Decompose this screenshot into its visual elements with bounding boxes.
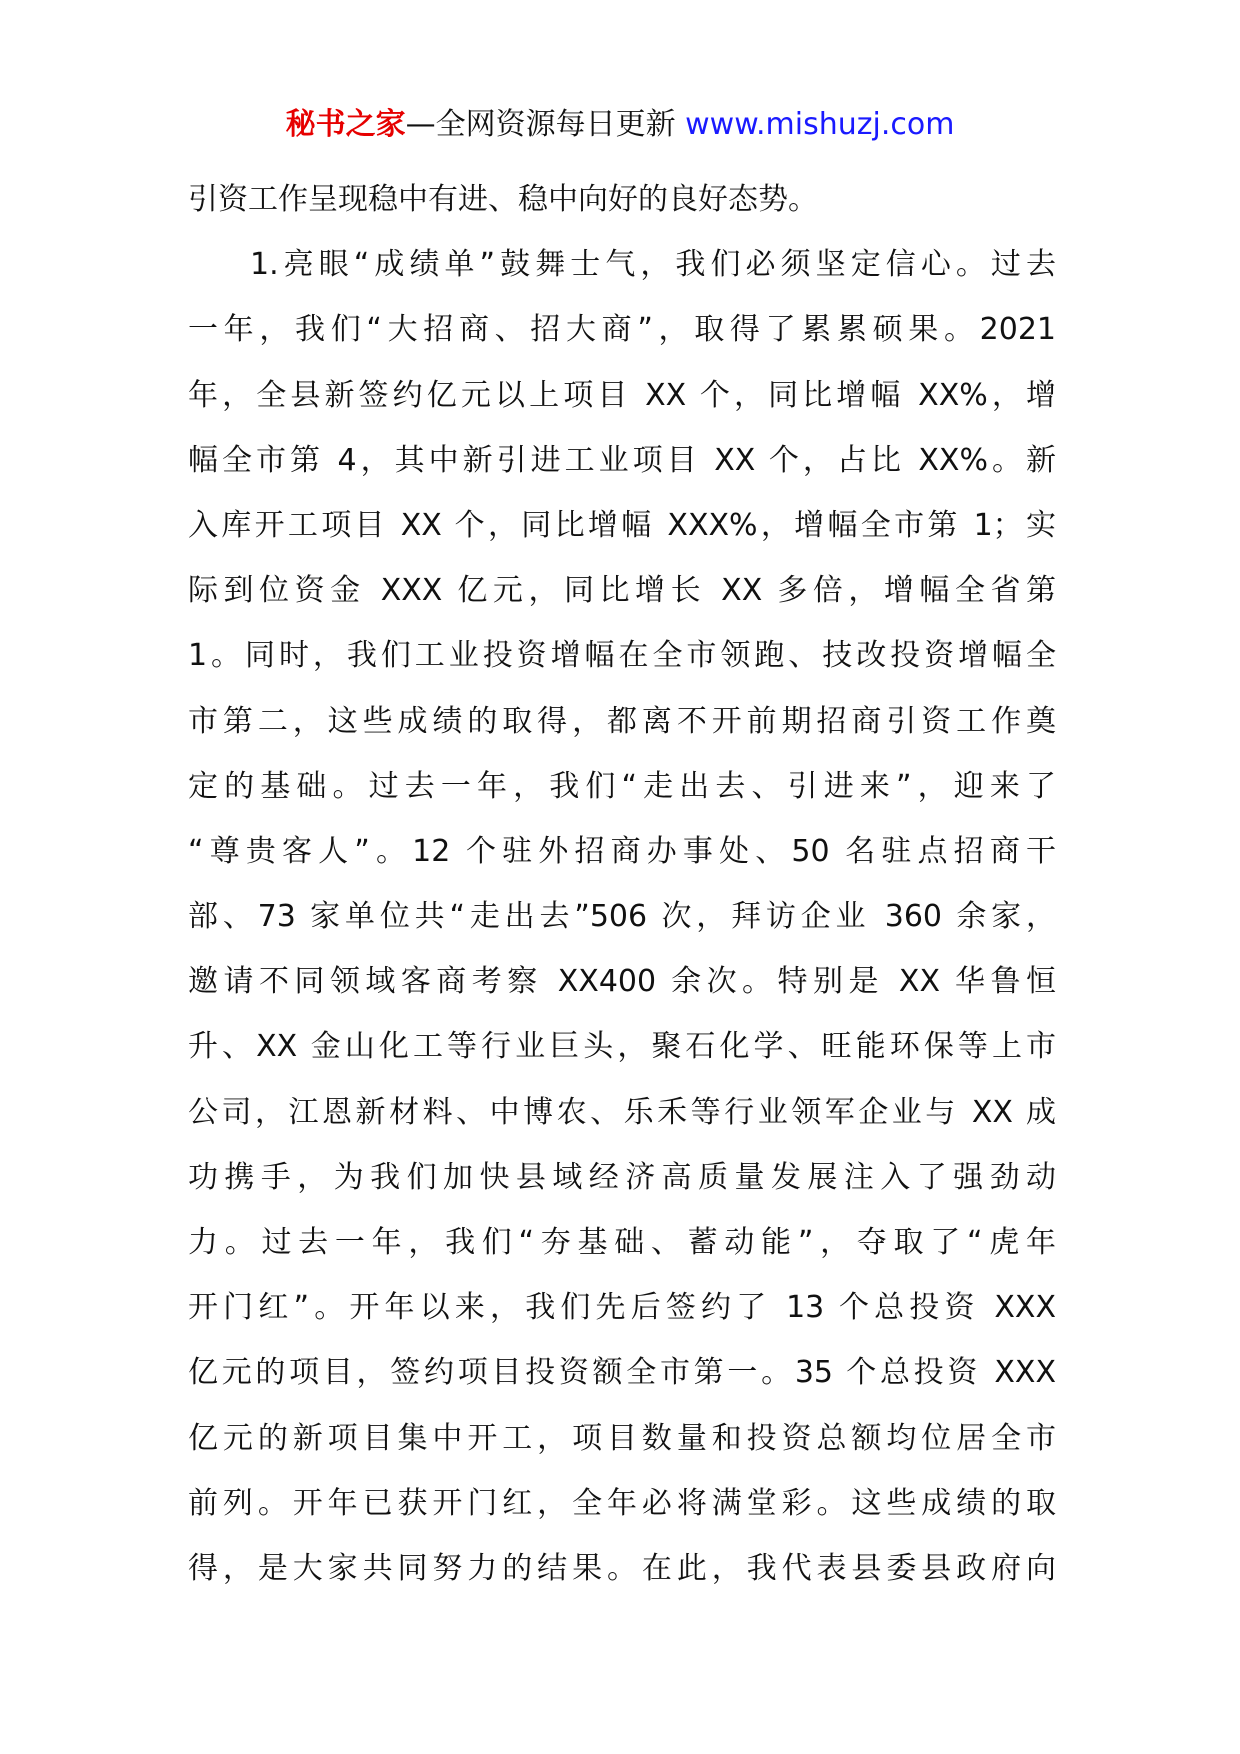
page-header [0,100,1240,150]
text-line: 得，是大家共同努力的结果。在此，我代表县委县政府向 [188,1550,1056,1586]
text-line: 际到位资金 XXX 亿元，同比增长 XX 多倍，增幅全省第 [188,573,1056,609]
text-line: 邀请不同领域客商考察 XX400 余次。特别是 XX 华鲁恒 [188,964,1056,1000]
text-line: 1。同时，我们工业投资增幅在全市领跑、技改投资增幅全 [188,638,1056,674]
brand-name: 秘书之家 [285,107,406,142]
header-tagline: —全网资源每日更新 [405,107,676,142]
text-line: 力。过去一年，我们“夯基础、蓄动能”，夺取了“虎年 [188,1225,1056,1260]
text-line: 亿元的新项目集中开工，项目数量和投资总额均位居全市 [188,1420,1056,1456]
text-line: 幅全市第 4，其中新引进工业项目 XX 个，占比 XX%。新 [188,442,1056,478]
site-url-link[interactable]: www.mishuzj.com [685,107,955,142]
document-body [188,167,1056,1601]
text-line: 引资工作呈现稳中有进、稳中向好的良好态势。 [188,182,818,217]
text-line: 开门红”。开年以来，我们先后签约了 13 个总投资 XXX [188,1290,1056,1326]
text-line: 功携手，为我们加快县域经济高质量发展注入了强劲动 [188,1159,1056,1195]
text-line: 公司，江恩新材料、中博农、乐禾等行业领军企业与 XX 成 [188,1094,1056,1130]
text-line: 升、XX 金山化工等行业巨头，聚石化学、旺能环保等上市 [188,1029,1056,1065]
text-line: 亿元的项目，签约项目投资额全市第一。35 个总投资 XXX [188,1355,1056,1391]
text-line: 前列。开年已获开门红，全年必将满堂彩。这些成绩的取 [188,1485,1056,1521]
text-line: “尊贵客人”。12 个驻外招商办事处、50 名驻点招商干 [188,833,1056,869]
text-line: 部、73 家单位共“走出去”506 次，拜访企业 360 余家， [188,899,1056,935]
text-line: 1.亮眼“成绩单”鼓舞士气，我们必须坚定信心。过去 [250,247,1056,283]
text-line: 市第二，这些成绩的取得，都离不开前期招商引资工作奠 [188,703,1056,739]
text-line: 年，全县新签约亿元以上项目 XX 个，同比增幅 XX%，增 [188,377,1056,413]
text-line: 一年，我们“大招商、招大商”，取得了累累硕果。2021 [188,312,1056,348]
text-line: 入库开工项目 XX 个，同比增幅 XXX%，增幅全市第 1；实 [188,507,1056,543]
text-line: 定的基础。过去一年，我们“走出去、引进来”，迎来了 [188,768,1056,804]
